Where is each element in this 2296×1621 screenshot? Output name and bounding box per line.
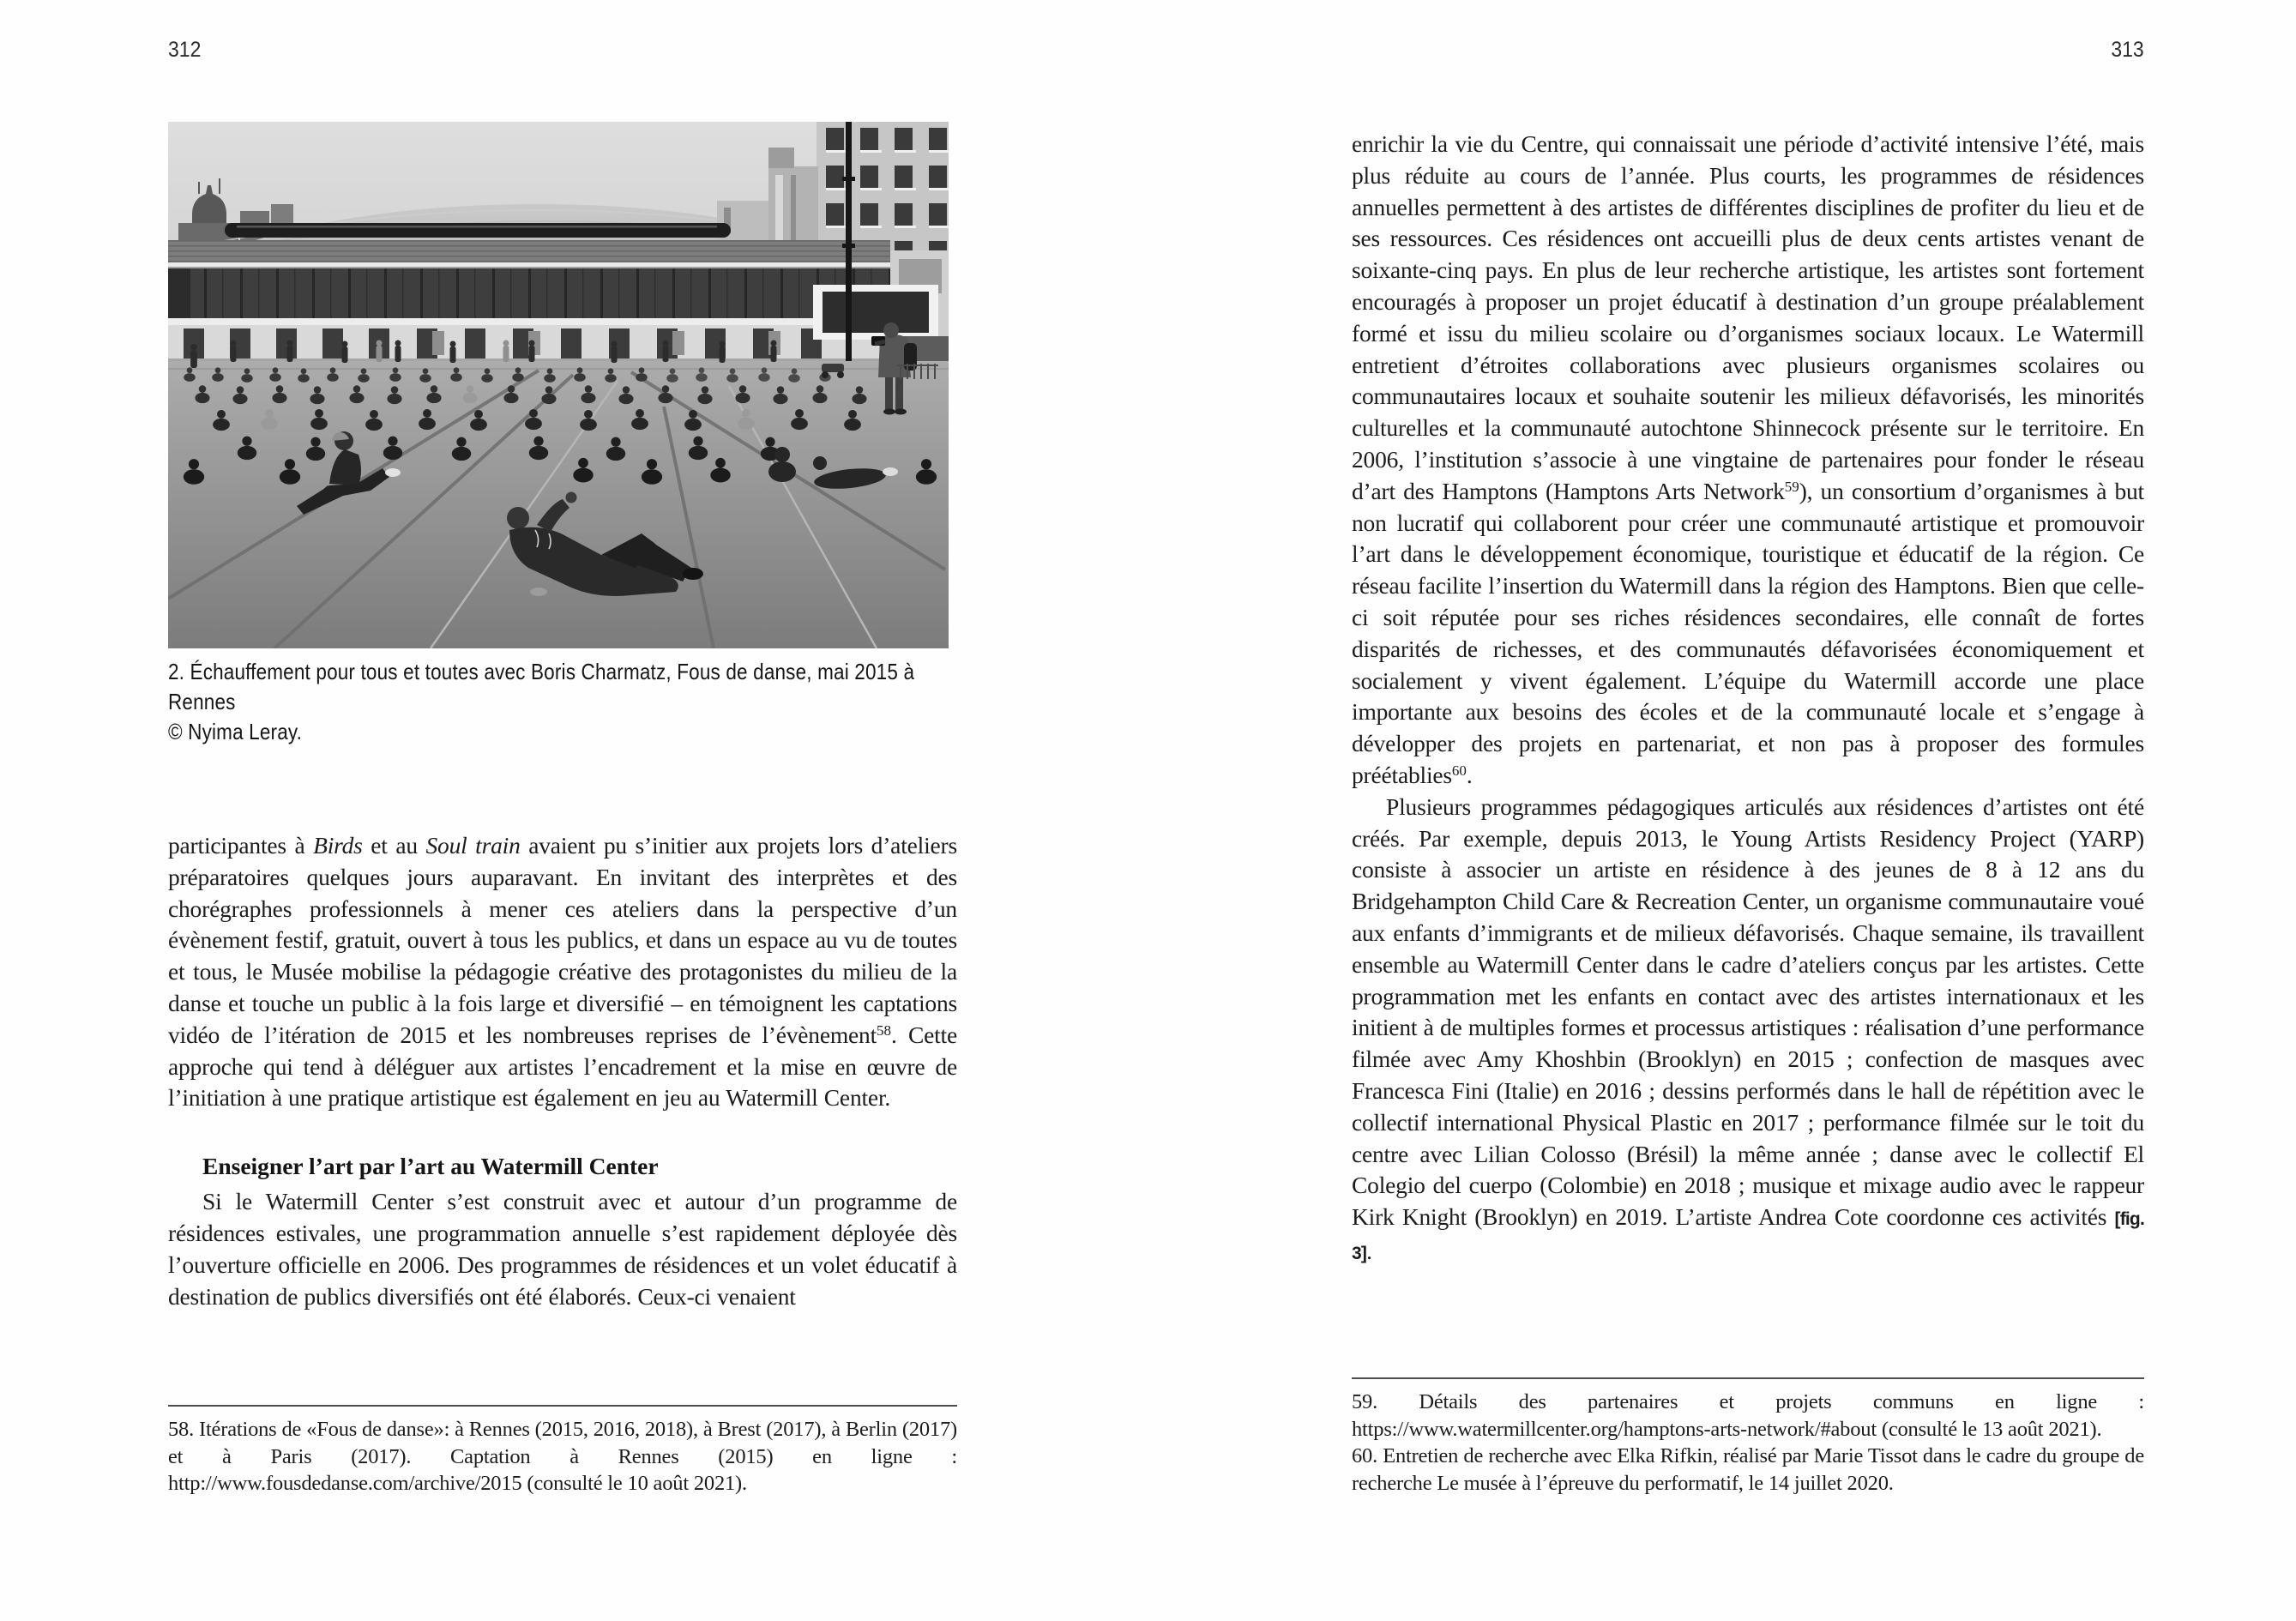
footnote-ref-60: 60 — [1451, 762, 1467, 779]
work-title: Birds — [313, 832, 363, 859]
footnote-rule — [168, 1405, 957, 1407]
work-title: Soul train — [425, 832, 521, 859]
footnotes-left — [168, 1405, 957, 1497]
caption-line-2: © Nyima Leray. — [168, 719, 303, 744]
page-number-right: 313 — [2111, 38, 2144, 62]
right-page-text — [1352, 129, 2144, 1270]
photo-figure — [168, 122, 949, 648]
photo-facade — [168, 268, 890, 318]
paragraph: participantes à Birds et au Soul train avaient pu s’initier aux projets lors d’ateliers préparatoires quelques jours auparavant. En invitant des interprètes et des chorégraphes professionnels à mener ces ateliers dans la perspective d’un évènement festif, gratuit, ouvert à tous les publics, et dans un espace au vu de toutes et tous, le Musée mobilise la pédagogie créative des protagonistes du milieu de la danse et touche un public à la fois large et diversifié – en témoignent les captations vidéo de l’itération de 2015 et les nombreuses reprises de l’évènement$^{58}$. Cette approche qui tend à déléguer aux artistes l’encadrement et la mise en œuvre de l’initiation à une pratique artistique est également en jeu au Watermill Center. — [168, 832, 958, 1112]
footnote-59: 59. Détails des partenaires et projets communs en ligne : https://www.watermillcenter.org/hamptons-arts-network/#about (consulté le 13 août 2021). — [1352, 1390, 2144, 1441]
caption-line-1: 2. Échauffement pour tous et toutes avec Boris Charmatz, Fous de danse, mai 2015 à Rennes — [168, 659, 915, 714]
photo-roof-tube — [225, 223, 731, 238]
paragraph: Plusieurs programmes pédagogiques articulés aux résidences d’artistes ont été créés. Par exemple, depuis 2013, le Young Artists Residency Project (YARP) consiste à associer un artiste en résidence à des jeunes de 8 à 12 ans du Bridgehampton Child Care & Recreation Center, un organisme communautaire voué aux enfants d’immigrants et de milieux défavorisés. Chaque semaine, ils travaillent ensemble au Watermill Center dans le cadre d’ateliers conçus par les artistes. Cette programmation met les enfants en contact avec des artistes internationaux et les initient à de multiples formes et processus artistiques : réalisation d’une performance filmée avec Amy Khoshbin (Brooklyn) en 2015 ; confection de masques avec Francesca Fini (Italie) en 2016 ; dessins performés dans le hall de répétition avec le collectif international Physical Plastic en 2017 ; performance filmée sur le toit du centre avec Lilian Colosso (Brésil) la même année ; danse avec le collectif El Colegio del cuerpo (Colombie) en 2018 ; musique et mixage audio avec le rappeur Kirk Knight (Brooklyn) en 2019. L’artiste Andrea Cote coordonne ces activités [fig. 3]. — [1352, 792, 2144, 1264]
photo — [168, 122, 949, 648]
footnote-58: 58. Itérations de «Fous de danse»: à Rennes (2015, 2016, 2018), à Brest (2017), à Berlin (2017) et à Paris (2017). Captation à Rennes (2015) en ligne : http://www.fousdedanse.com/archive/2015 (consulté le 10 août 2021). — [168, 1418, 957, 1495]
footnote-ref-58: 58 — [877, 1021, 892, 1039]
figure-reference: [fig. 3] — [1352, 1209, 2144, 1263]
page-number-left: 312 — [168, 38, 202, 62]
footnote-60: 60. Entretien de recherche avec Elka Rifkin, réalisé par Marie Tissot dans le cadre du groupe de recherche Le musée à l’épreuve du performatif, le 14 juillet 2020. — [1352, 1444, 2144, 1495]
photo-corrugated-band — [168, 240, 890, 262]
left-page-text — [168, 830, 957, 1312]
section-heading: Enseigner l’art par l’art au Watermill Center — [202, 1153, 659, 1180]
footnote-ref-59: 59 — [1784, 478, 1799, 495]
footnote-rule — [1352, 1377, 2144, 1379]
paragraph: Si le Watermill Center s’est construit avec et autour d’un programme de résidences estivales, une programmation annuelle s’est rapidement déployée dès l’ouverture officielle en 2006. Des programmes de résidences et un volet éducatif à destination de publics diversifiés ont été élaborés. Ceux-ci venaient — [168, 1188, 957, 1310]
paragraph: enrichir la vie du Centre, qui connaissait une période d’activité intensive l’été, mais plus réduite au cours de l’année. Plus courts, les programmes de résidences annuelles permettent à des artistes de différentes disciplines de profiter du lieu et de ses ressources. Ces résidences ont accueilli plus de deux cents artistes venant de soixante-cinq pays. En plus de leur recherche artistique, les artistes sont fortement encouragés à proposer un projet éducatif à destination d’un groupe préalablement formé et issu du milieu scolaire ou d’organismes sociaux locaux. Le Watermill entretient d’étroites collaborations avec plusieurs organismes scolaires ou communautaires locaux et souhaite soutenir les milieux défavorisés, les minorités culturelles et la communauté autochtone Shinnecock présente sur le territoire. En 2006, l’institution s’associe à une vingtaine de partenaires pour fonder le réseau d’art des Hamptons (Hamptons Arts Network$^{59}$), un consortium d’organismes à but non lucratif qui collaborent pour créer une communauté artistique et promouvoir l’art dans le développement économique, touristique et éducatif de la région. Ce réseau facilite l’insertion du Watermill dans la région des Hamptons. Bien que celle-ci soit réputée pour ses riches résidences secondaires, elle connaît de fortes disparités de richesses, et des communautés défavorisées économiquement et socialement y vivent également. L’équipe du Watermill accorde une place importante aux besoins des écoles et de la communauté locale et s’engage à développer des projets en partenariat, et non pas à proposer des formules préétablies$^{60}$. — [1352, 130, 2144, 788]
photo-caption — [168, 657, 962, 747]
footnotes-right — [1352, 1377, 2144, 1497]
